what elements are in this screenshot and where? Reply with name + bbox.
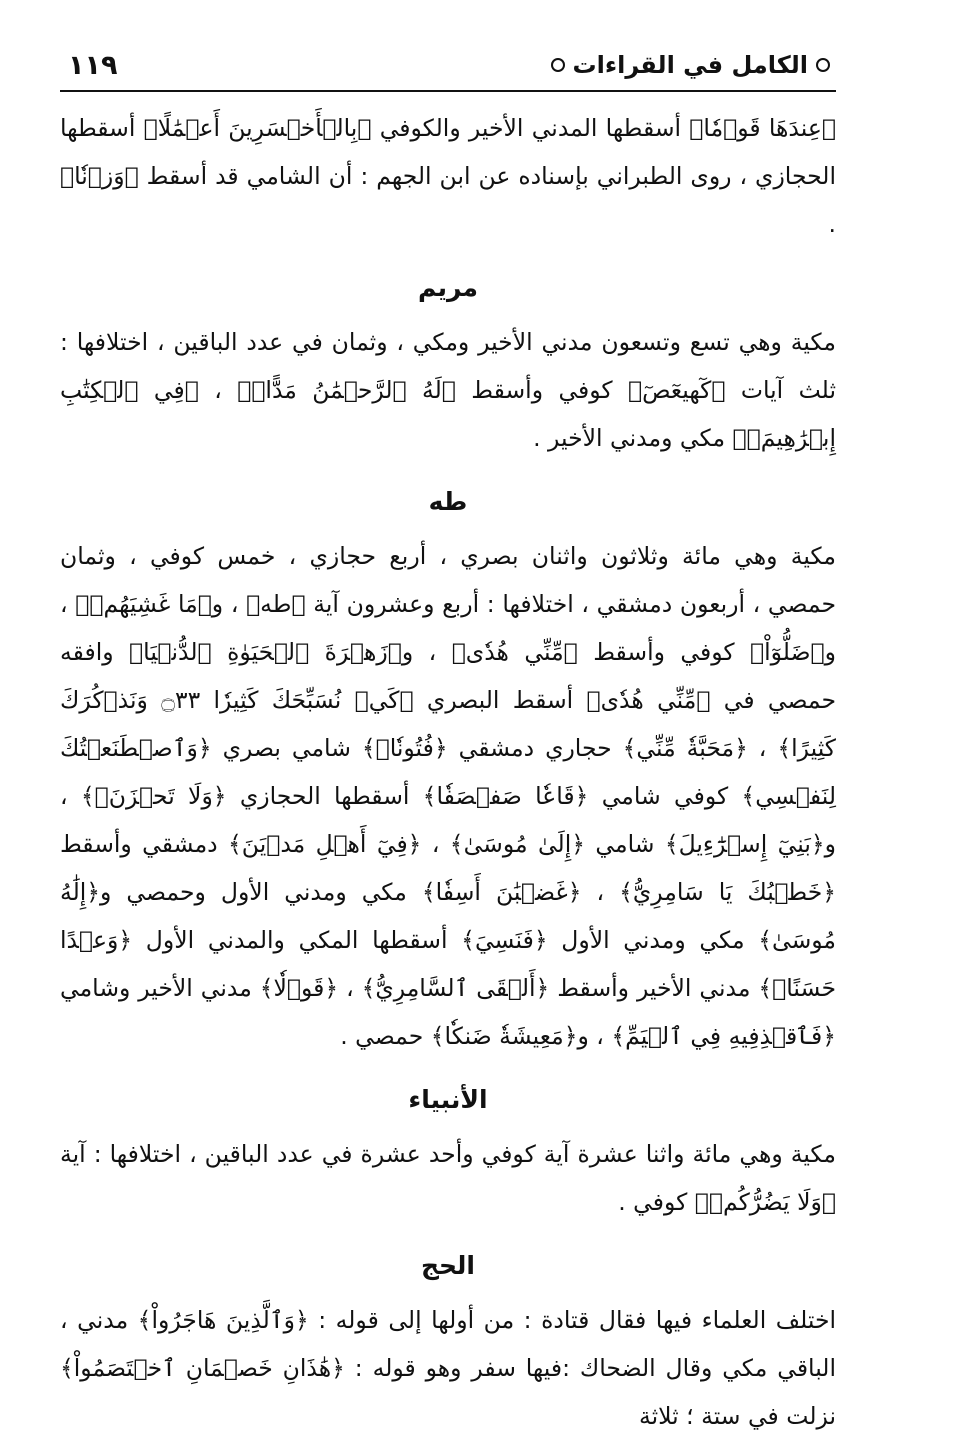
section-anbiya <box>60 1082 836 1226</box>
circle-ornament-icon <box>551 58 565 72</box>
running-title-text: الكامل في القراءات <box>572 51 808 79</box>
section-title: الحج <box>421 1251 475 1280</box>
section-paragraph: اختلف العلماء فيها فقال قتادة : من أولها إلى قوله : ﴿وَٱلَّذِينَ هَاجَرُواْ﴾ مدني ، الباقي مكي وقال الضحاك :فيها سفر وهو قوله : ﴿هَٰذَانِ خَصۡمَانِ ٱخۡتَصَمُواْ﴾ نزلت في ستة ؛ ثلاثة <box>60 1306 836 1430</box>
section-paragraph: مكية وهي تسع وتسعون مدني الأخير ومكي ، وثمان في عدد الباقين ، اختلافها : ثلث آيات ﴿كٓهيعٓصٓ﴾ كوفي وأسقط ﴿لَهُ ٱلرَّحۡمَٰنُ مَدًّاۚ﴾ ، ﴿فِي ٱلۡكِتَٰبِ إِبۡرَٰهِيمَۚ﴾ مكي ومدني الأخير . <box>60 328 836 452</box>
circle-ornament-icon <box>816 58 830 72</box>
section-hajj <box>60 1248 836 1440</box>
section-maryam <box>60 270 836 462</box>
running-title <box>551 51 830 79</box>
section-title: طه <box>428 487 468 516</box>
section-title: مريم <box>417 273 479 302</box>
section-title: الأنبياء <box>408 1085 488 1114</box>
page-number: ١١٩ <box>68 49 118 81</box>
intro-paragraph: ﴿عِندَهَا قَوۡمٗا﴾ أسقطها المدني الأخير والكوفي ﴿بِالۡأَخۡسَرِينَ أَعۡمَٰلًا﴾ أسقطها الحجازي ، روى الطبراني بإسناده عن ابن الجهم : أن الشامي قد أسقط ﴿وَزۡنٗا﴾ . <box>60 114 836 238</box>
section-paragraph: مكية وهي مائة وثلاثون واثنان بصري ، أربع حجازي ، خمس كوفي ، وثمان حمصي ، أربعون دمشقي ، اختلافها : أربع وعشرون آية ﴿طه﴾ ، و﴿مَا غَشِيَهُمۡ﴾ ، و﴿ضَلُّوٓاْ﴾ كوفي وأسقط ﴿مِّنِّي هُدٗى﴾ ، و﴿زَهۡرَةَ ٱلۡحَيَوٰةِ ٱلدُّنۡيَا﴾ وافقه حمصي في ﴿مِّنِّي هُدٗى﴾ أسقط البصري ﴿كَيۡ نُسَبِّحَكَ كَثِيرٗا ۝٣٣ وَنَذۡكُرَكَ كَثِيرًا﴾ ، ﴿مَحَبَّةٗ مِّنِّي﴾ حجاري دمشقي ﴿فُتُونٗاۚ﴾ شامي بصري ﴿وَٱصۡطَنَعۡتُكَ لِنَفۡسِي﴾ كوفي شامي ﴿قَاعٗا صَفۡصَفٗا﴾ أسقطها الحجازي ﴿وَلَا تَحۡزَنَۚ﴾ ، و﴿بَنِيٓ إِسۡرَٰٓءِيلَ﴾ شامي ﴿إِلَىٰ مُوسَىٰ﴾ ، ﴿فِيٓ أَهۡلِ مَدۡيَنَ﴾ دمشقي وأسقط ﴿خَطۡبُكَ يَا سَامِرِيُّ﴾ ، ﴿غَضۡبَٰنَ أَسِفٗا﴾ مكي ومدني الأول وحمصي و﴿إِلَٰهُ مُوسَىٰ﴾ مكي ومدني الأول ﴿فَنَسِيَ﴾ أسقطها المكي والمدني الأول ﴿وَعۡدًا حَسَنًاۚ﴾ مدني الأخير وأسقط ﴿أَلۡقَى ٱلسَّامِرِيُّ﴾ ، ﴿قَوۡلٗا﴾ مدني الأخير وشامي ﴿فَٱقۡذِفِيهِ فِي ٱلۡيَمِّ﴾ ، و﴿مَعِيشَةٗ ضَنكٗا﴾ حمصي . <box>60 542 836 1050</box>
running-header <box>60 40 836 92</box>
section-paragraph: مكية وهي مائة واثنا عشرة آية كوفي وأحد عشرة في عدد الباقين ، اختلافها : آية ﴿وَلَا يَضُرُّكُمۡ﴾ كوفي . <box>60 1140 836 1216</box>
section-taha <box>60 484 836 1060</box>
book-page <box>60 40 836 1440</box>
